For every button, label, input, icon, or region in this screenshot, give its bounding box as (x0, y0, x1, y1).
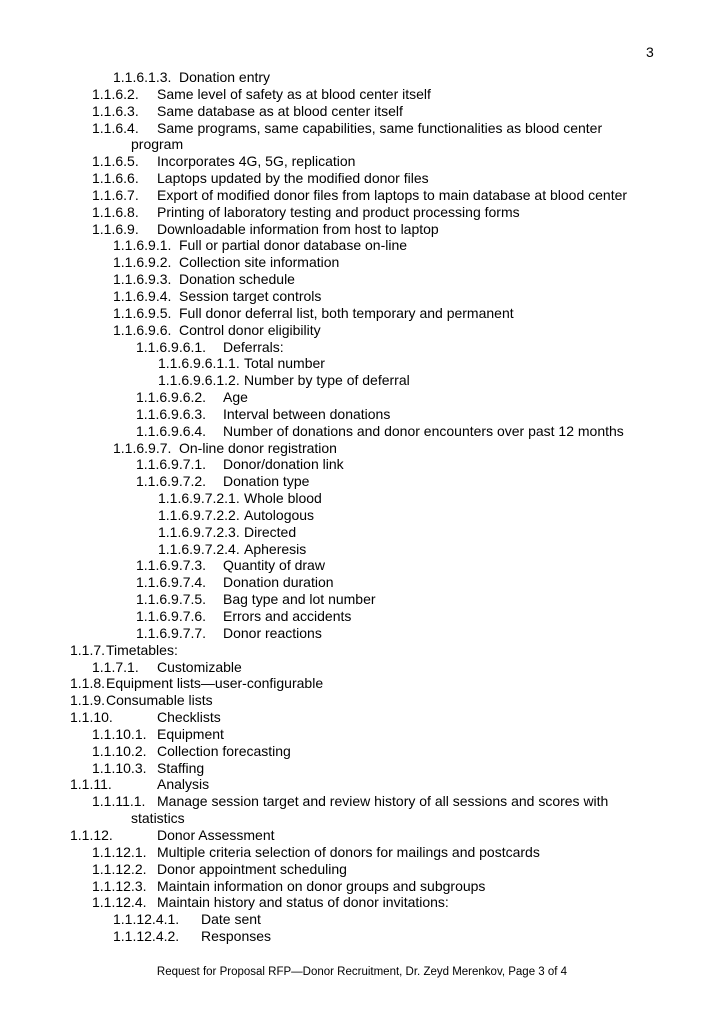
outline-item-text: Donation type (223, 473, 310, 490)
outline-item (0, 574, 724, 591)
outline-item-number: 1.1.6.9.7.2.1. (158, 490, 240, 507)
outline-item (0, 221, 724, 238)
outline-item (0, 541, 724, 558)
outline-item (0, 591, 724, 608)
outline-item-number: 1.1.6.5. (92, 153, 139, 170)
outline-item-text: Same level of safety as at blood center itself (157, 85, 431, 102)
outline-item-number: 1.1.6.9.6.1. (136, 338, 207, 355)
outline-item (0, 170, 724, 187)
outline-item-number: 1.1.6.9.7.2.3. (158, 523, 240, 540)
outline-item-text: Donor/donation link (223, 456, 344, 473)
outline-item-number: 1.1.7.1. (92, 658, 139, 675)
outline-item-text: Session target controls (179, 287, 322, 304)
outline-item (0, 557, 724, 574)
outline-item-text: Bag type and lot number (223, 591, 376, 608)
outline-item-number: 1.1.6.8. (92, 203, 139, 220)
outline-item-text: Interval between donations (223, 405, 391, 422)
outline-item-text: Staffing (157, 759, 205, 776)
outline-item (0, 305, 724, 322)
outline-item-number: 1.1.10. (70, 709, 113, 726)
outline-item-text: Errors and accidents (223, 608, 352, 624)
outline-item (0, 237, 724, 254)
page-number: 3 (646, 44, 654, 60)
outline-item-text: Donor Assessment (157, 826, 275, 843)
outline-item-number: 1.1.6.2. (92, 85, 139, 102)
outline-item-text: Full or partial donor database on-line (179, 237, 408, 254)
outline-item-number: 1.1.6.9.7.3. (136, 557, 207, 574)
outline-item (0, 642, 724, 659)
outline-item (0, 204, 724, 221)
outline-item-number: 1.1.6.1.3. (113, 69, 172, 85)
outline-item (0, 776, 724, 793)
outline-item-text: Maintain history and status of donor invitations: (157, 894, 449, 911)
outline-item (0, 827, 724, 844)
outline-item-text: Checklists (157, 709, 221, 726)
outline-item (0, 793, 724, 810)
outline-item (0, 928, 724, 945)
outline-item (0, 490, 724, 507)
outline-item-number: 1.1.6.9.5. (113, 304, 172, 321)
outline-item (0, 911, 724, 928)
outline-item-text: Same programs, same capabilities, same functionalities as blood center (157, 119, 603, 136)
outline-item-number: 1.1.6.9.7.5. (136, 591, 207, 608)
outline-item-text: Laptops updated by the modified donor files (157, 170, 429, 187)
outline-item-number: 1.1.6.9.7.6. (136, 608, 207, 624)
outline-item-text: Printing of laboratory testing and product processing forms (157, 203, 520, 220)
outline-item-text: Directed (244, 523, 297, 540)
outline-item-number: 1.1.6.6. (92, 170, 139, 187)
outline-item-number: 1.1.6.9.1. (113, 237, 172, 254)
outline-item-text: Analysis (157, 776, 210, 793)
outline-item-number: 1.1.6.9.7.4. (136, 574, 207, 591)
outline-item-number: 1.1.9. (70, 692, 106, 709)
outline-item-text: Donation duration (223, 574, 334, 591)
outline-item (0, 894, 724, 911)
outline-item (0, 103, 724, 120)
outline-item-text: On-line donor registration (179, 439, 337, 456)
outline-item-text: Equipment lists—user-configurable (106, 675, 324, 692)
outline-item-number: 1.1.6.9.7.1. (136, 456, 207, 473)
outline-item-number: 1.1.12.4.1. (113, 911, 180, 928)
outline-item-number: 1.1.6.9.6.4. (136, 422, 207, 439)
outline-item (0, 271, 724, 288)
outline-item-number: 1.1.6.9.6.2. (136, 389, 207, 406)
outline-item (0, 608, 724, 625)
outline-item-text: Quantity of draw (223, 557, 325, 574)
outline-item-number: 1.1.6.9.6.3. (136, 405, 207, 422)
outline-item (0, 153, 724, 170)
outline-item-text: Consumable lists (106, 692, 213, 709)
outline-item-number: 1.1.11. (70, 776, 112, 793)
outline-item-number: 1.1.12.1. (92, 843, 147, 860)
outline-item-text: Whole blood (244, 490, 322, 507)
outline-item (0, 423, 724, 440)
outline-item (0, 372, 724, 389)
outline-item-text: Autologous (244, 506, 315, 523)
outline-item (0, 187, 724, 204)
outline-item-text: Total number (244, 355, 325, 372)
outline-item-number: 1.1.12.4. (92, 894, 147, 911)
outline-item (0, 844, 724, 861)
outline-item-number: 1.1.8. (70, 675, 106, 692)
outline-item-text: Maintain information on donor groups and subgroups (157, 877, 486, 894)
outline-item-text: Donation entry (179, 69, 271, 85)
outline-item-text: Number of donations and donor encounters over past 12 months (223, 422, 624, 439)
outline-item-number: 1.1.12. (70, 826, 113, 843)
outline-item-text: Customizable (157, 658, 242, 675)
outline-item-text: program (131, 136, 184, 153)
outline-item (0, 406, 724, 423)
outline-item (0, 675, 724, 692)
outline-item-text: Deferrals: (223, 338, 284, 355)
outline-item-number: 1.1.6.4. (92, 119, 139, 136)
outline-item-text: Number by type of deferral (244, 372, 410, 389)
outline-item (0, 810, 724, 827)
outline-item (0, 322, 724, 339)
outline-item-text: Date sent (201, 911, 261, 928)
outline-item-text: Apheresis (244, 540, 307, 557)
outline-item (0, 743, 724, 760)
outline-item-text: Responses (201, 928, 272, 945)
outline-list (0, 69, 724, 945)
outline-item-number: 1.1.12.2. (92, 860, 147, 877)
outline-item-text: Timetables: (106, 641, 178, 658)
outline-item (0, 254, 724, 271)
outline-item-number: 1.1.6.7. (92, 186, 139, 203)
outline-item-number: 1.1.6.9.2. (113, 254, 172, 271)
outline-item-number: 1.1.6.9.6. (113, 321, 172, 338)
outline-item (0, 625, 724, 642)
outline-item (0, 288, 724, 305)
outline-item (0, 524, 724, 541)
outline-item-number: 1.1.6.3. (92, 102, 139, 119)
outline-item-text: Age (223, 389, 248, 406)
outline-item-number: 1.1.10.2. (92, 742, 147, 759)
outline-item-number: 1.1.6.9.7.7. (136, 624, 207, 641)
outline-item (0, 861, 724, 878)
outline-item-number: 1.1.6.9.7. (113, 439, 172, 456)
outline-item-number: 1.1.10.3. (92, 759, 147, 776)
outline-item-text: Full donor deferral list, both temporary and permanent (179, 304, 514, 321)
outline-item (0, 440, 724, 457)
outline-item-text: Donor appointment scheduling (157, 860, 347, 877)
outline-item-number: 1.1.6.9.6.1.1. (158, 355, 240, 372)
outline-item-text: Collection forecasting (157, 742, 291, 759)
outline-item-number: 1.1.6.9.4. (113, 287, 172, 304)
outline-item (0, 456, 724, 473)
outline-item-text: Control donor eligibility (179, 321, 321, 338)
outline-item (0, 659, 724, 676)
outline-item-text: Equipment (157, 725, 224, 742)
outline-item-number: 1.1.7. (70, 641, 106, 658)
outline-item-text: Incorporates 4G, 5G, replication (157, 153, 356, 170)
outline-item-number: 1.1.6.9.7.2. (136, 473, 207, 490)
outline-item-text: Donor reactions (223, 624, 322, 641)
outline-item-text: Multiple criteria selection of donors for mailings and postcards (157, 843, 540, 860)
outline-item (0, 507, 724, 524)
outline-item (0, 709, 724, 726)
outline-item (0, 473, 724, 490)
outline-item-number: 1.1.10.1. (92, 725, 147, 742)
outline-item (0, 760, 724, 777)
outline-item-text: statistics (131, 810, 185, 827)
outline-item-text: Manage session target and review history of all sessions and scores with (157, 793, 609, 810)
outline-item (0, 355, 724, 372)
outline-item-number: 1.1.11.1. (92, 793, 146, 810)
outline-item-number: 1.1.6.9.3. (113, 271, 172, 288)
outline-item (0, 120, 724, 137)
outline-item (0, 339, 724, 356)
outline-item-text: Export of modified donor files from laptops to main database at blood center (157, 186, 628, 203)
outline-item (0, 389, 724, 406)
outline-item (0, 136, 724, 153)
outline-item-text: Downloadable information from host to laptop (157, 220, 439, 237)
outline-item-number: 1.1.12.3. (92, 877, 147, 894)
outline-item-number: 1.1.6.9.6.1.2. (158, 372, 240, 389)
outline-item-number: 1.1.6.9.7.2.2. (158, 506, 240, 523)
outline-item-number: 1.1.6.9. (92, 220, 139, 237)
outline-item (0, 692, 724, 709)
outline-item-number: 1.1.6.9.7.2.4. (158, 540, 240, 557)
outline-item (0, 69, 724, 86)
outline-item (0, 726, 724, 743)
outline-item-text: Collection site information (179, 254, 340, 271)
outline-item-text: Donation schedule (179, 271, 295, 288)
outline-item-number: 1.1.12.4.2. (113, 928, 180, 945)
outline-item (0, 878, 724, 895)
outline-item-text: Same database as at blood center itself (157, 102, 403, 119)
page-footer: Request for Proposal RFP—Donor Recruitment, Dr. Zeyd Merenkov, Page 3 of 4 (156, 966, 568, 978)
outline-item (0, 86, 724, 103)
